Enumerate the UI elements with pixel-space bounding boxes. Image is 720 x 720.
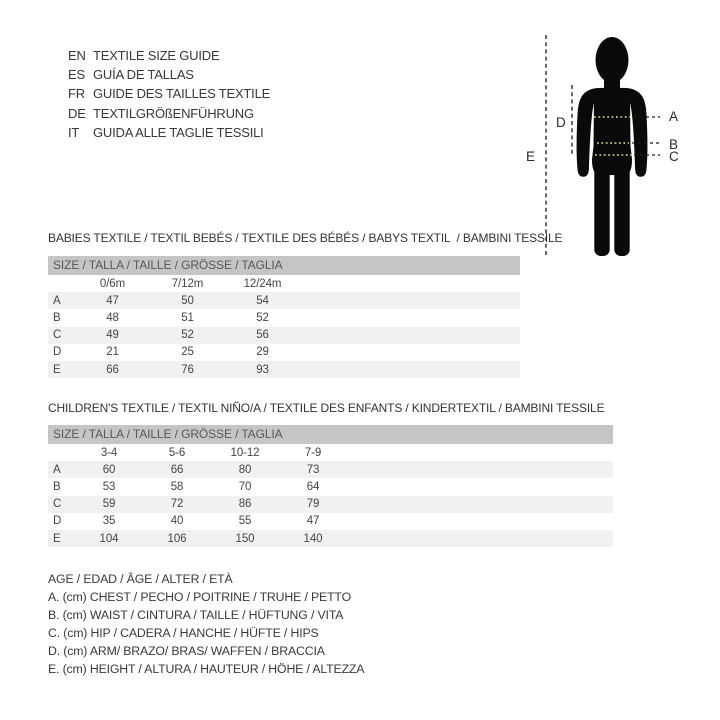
row-label: A (53, 294, 61, 307)
value-cell: 49 (106, 329, 119, 342)
value-cell: 93 (256, 363, 269, 376)
legend-item-height: E. (cm) HEIGHT / ALTURA / HAUTEUR / HÖHE / ALTEZZA (48, 662, 365, 677)
value-cell: 50 (181, 294, 194, 307)
column-header: 5-6 (168, 446, 186, 459)
row-label: E (53, 532, 61, 545)
lang-label: GUÍA DE TALLAS (93, 67, 194, 83)
lang-row-it (68, 123, 270, 142)
row-label: E (53, 363, 61, 376)
table-row (48, 344, 520, 361)
table-row (48, 327, 520, 344)
value-cell: 70 (238, 480, 252, 493)
value-cell: 48 (106, 311, 119, 324)
value-cell: 140 (303, 532, 323, 545)
value-cell: 56 (256, 329, 269, 342)
row-label: D (53, 515, 62, 528)
table-row (48, 513, 613, 530)
table-row (48, 309, 520, 326)
value-cell: 21 (106, 346, 119, 359)
value-cell: 106 (167, 532, 187, 545)
value-cell: 54 (256, 294, 269, 307)
legend-item-arm: D. (cm) ARM/ BRAZO/ BRAS/ WAFFEN / BRACCIA (48, 644, 325, 659)
value-cell: 52 (256, 311, 269, 324)
row-label: C (53, 329, 62, 342)
value-cell: 59 (102, 498, 116, 511)
measure-label-a: A (669, 109, 679, 124)
table-row (48, 292, 520, 309)
table-row (48, 461, 613, 478)
lang-code: DE (68, 105, 86, 121)
lang-code: ES (68, 67, 85, 83)
value-cell: 47 (306, 515, 320, 528)
table-row (48, 530, 613, 547)
lang-label: GUIDA ALLE TAGLIE TESSILI (93, 124, 264, 140)
children-section-title: CHILDREN'S TEXTILE / TEXTIL NIÑO/A / TEXTILE DES ENFANTS / KINDERTEXTIL / BAMBINI TESSILE (48, 401, 605, 415)
value-cell: 25 (181, 346, 194, 359)
right-leg (614, 158, 629, 256)
value-cell: 52 (181, 329, 194, 342)
child-body (577, 37, 648, 256)
children-column-header-row (48, 444, 613, 461)
measure-label-c: C (669, 149, 679, 164)
lang-row-en (68, 46, 270, 65)
lang-code: EN (68, 48, 86, 64)
measure-label-b: B (669, 137, 679, 152)
language-title-block (68, 46, 270, 142)
value-cell: 79 (306, 498, 320, 511)
measure-label-e: E (526, 149, 536, 164)
legend-item-chest: A. (cm) CHEST / PECHO / POITRINE / TRUHE / PETTO (48, 590, 351, 605)
measurement-legend (48, 570, 364, 679)
value-cell: 40 (170, 515, 184, 528)
value-cell: 53 (102, 480, 116, 493)
children-size-table (48, 425, 613, 547)
lang-row-es (68, 65, 270, 84)
value-cell: 29 (256, 346, 269, 359)
legend-item-waist: B. (cm) WAIST / CINTURA / TAILLE / HÜFTUNG / VITA (48, 608, 344, 623)
row-label: B (53, 480, 61, 493)
babies-section-title: BABIES TEXTILE / TEXTIL BEBÉS / TEXTILE DES BÉBÉS / BABYS TEXTIL / BAMBINI TESSILE (48, 231, 563, 245)
value-cell: 76 (181, 363, 194, 376)
left-leg (594, 158, 609, 256)
lang-code: IT (68, 124, 80, 140)
column-header: 0/6m (99, 277, 126, 290)
table-row (48, 361, 520, 378)
value-cell: 73 (306, 463, 320, 476)
value-cell: 58 (170, 480, 184, 493)
lang-code: FR (68, 86, 85, 102)
column-header: 7/12m (171, 277, 204, 290)
value-cell: 51 (181, 311, 194, 324)
lang-label: TEXTILE SIZE GUIDE (93, 48, 220, 64)
legend-item-hip: C. (cm) HIP / CADERA / HANCHE / HÜFTE / HIPS (48, 626, 319, 641)
measurement-figure (520, 18, 690, 263)
lang-label: GUIDE DES TAILLES TEXTILE (93, 86, 271, 102)
measure-label-d: D (556, 115, 566, 130)
value-cell: 35 (102, 515, 116, 528)
value-cell: 86 (238, 498, 252, 511)
children-size-header-bar: SIZE / TALLA / TAILLE / GRÖSSE / TAGLIA (48, 425, 613, 444)
child-silhouette-icon (520, 18, 690, 263)
table-row (48, 478, 613, 495)
table-row (48, 496, 613, 513)
row-label: A (53, 463, 61, 476)
value-cell: 64 (306, 480, 320, 493)
column-header: 12/24m (243, 277, 282, 290)
value-cell: 66 (106, 363, 119, 376)
value-cell: 60 (102, 463, 116, 476)
legend-age-line: AGE / EDAD / ÂGE / ALTER / ETÀ (48, 572, 233, 586)
value-cell: 80 (238, 463, 252, 476)
babies-size-header-bar: SIZE / TALLA / TAILLE / GRÖSSE / TAGLIA (48, 256, 520, 275)
value-cell: 55 (238, 515, 252, 528)
column-header: 3-4 (100, 446, 118, 459)
babies-size-table (48, 256, 520, 378)
column-header: 7-9 (304, 446, 322, 459)
value-cell: 72 (170, 498, 184, 511)
row-label: C (53, 498, 62, 511)
row-label: D (53, 346, 62, 359)
value-cell: 66 (170, 463, 184, 476)
babies-column-header-row (48, 275, 520, 292)
column-header: 10-12 (230, 446, 260, 459)
lang-row-de (68, 104, 270, 123)
row-label: B (53, 311, 61, 324)
value-cell: 104 (99, 532, 119, 545)
value-cell: 150 (235, 532, 255, 545)
value-cell: 47 (106, 294, 119, 307)
lang-label: TEXTILGRÖßENFÜHRUNG (93, 105, 254, 121)
lang-row-fr (68, 84, 270, 103)
